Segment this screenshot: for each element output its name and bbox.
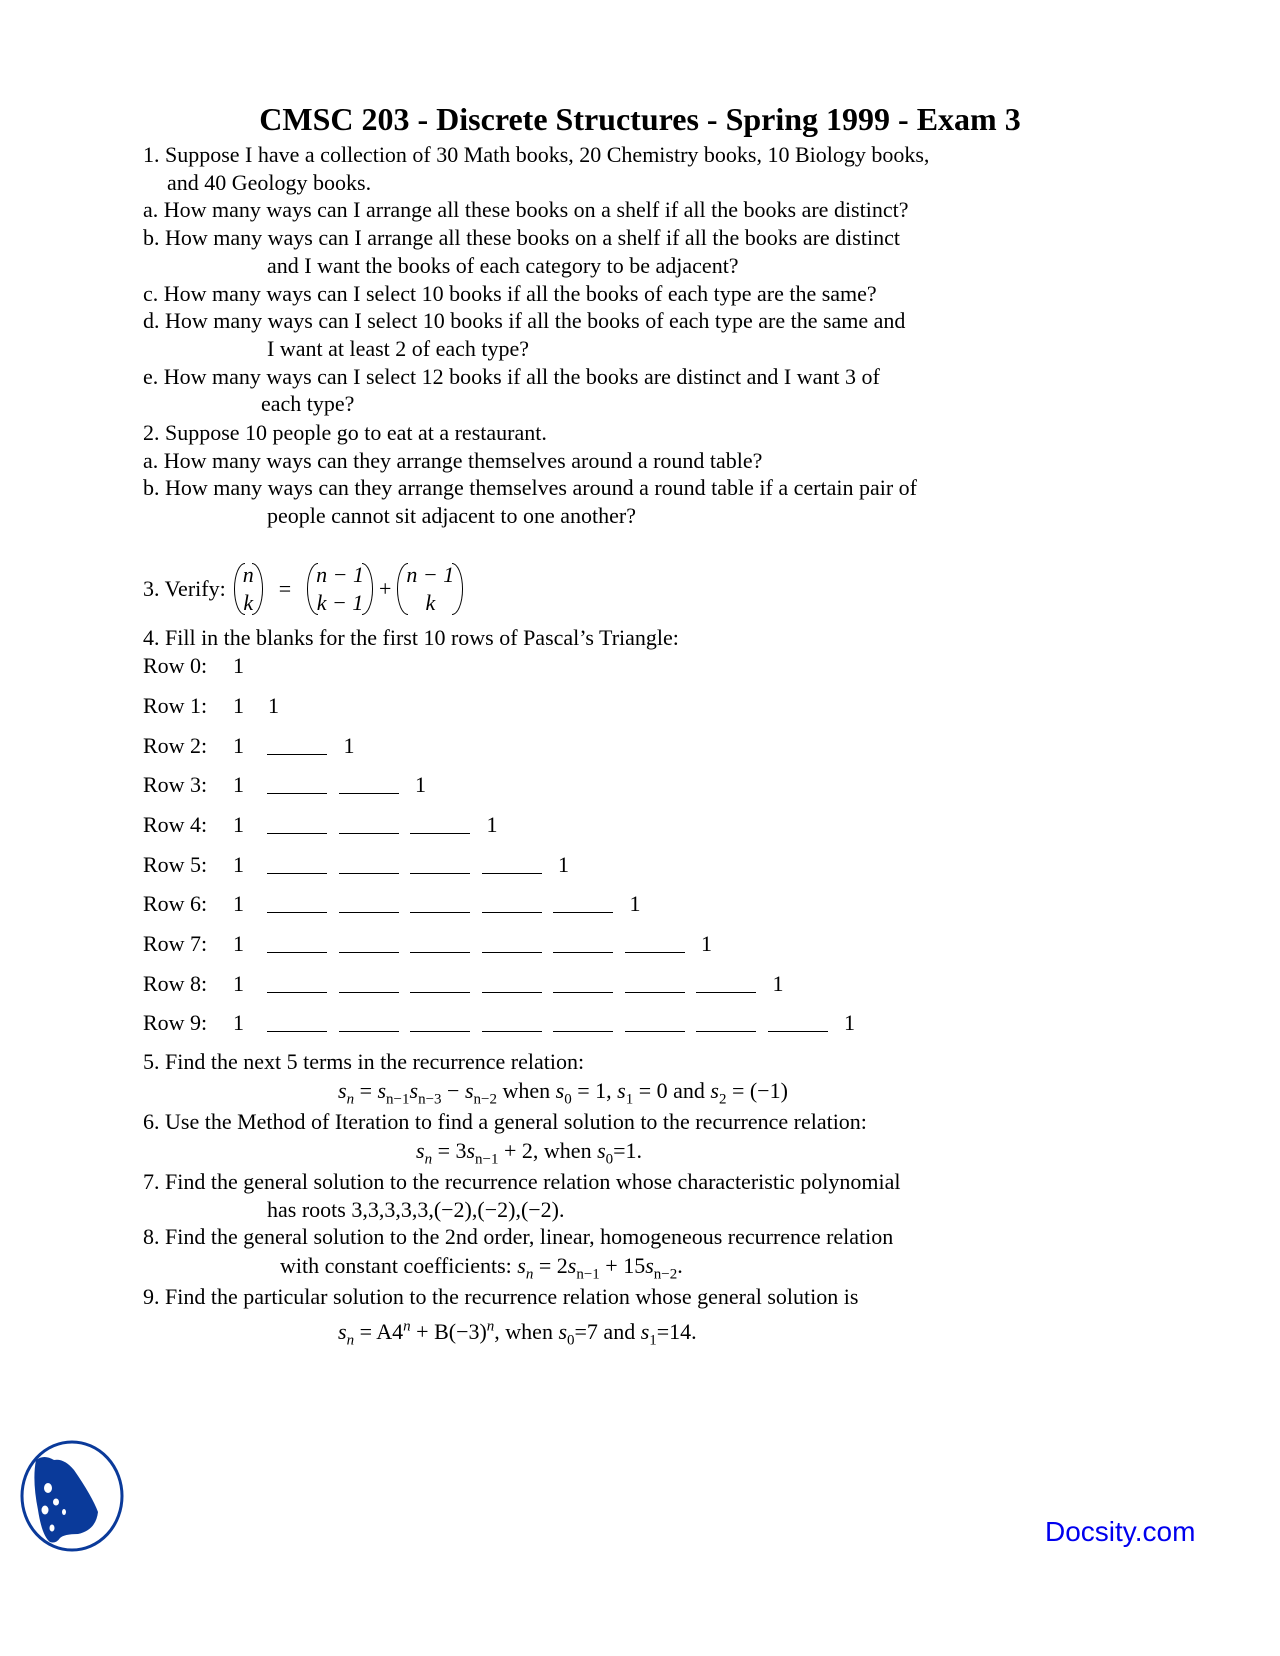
blank-field xyxy=(625,952,685,953)
q1-text-cont: and 40 Geology books. xyxy=(167,170,372,195)
row-label: Row 4: xyxy=(143,812,208,837)
blank-field xyxy=(482,1031,542,1032)
q9-formula xyxy=(338,1318,697,1349)
binom-top: n − 1 xyxy=(316,562,364,587)
blank-field xyxy=(339,793,399,794)
edge-value: 1 xyxy=(233,852,244,877)
subscript: 0 xyxy=(567,1332,575,1349)
subscript: n−2 xyxy=(473,1091,497,1108)
edge-value: 1 xyxy=(486,812,498,837)
formula-text: + 2, when xyxy=(498,1138,598,1163)
blank-field xyxy=(553,1031,613,1032)
subscript: n xyxy=(346,1091,355,1108)
variable: s xyxy=(640,1319,650,1344)
q8-text: 8. Find the general solution to the 2nd order, linear, homogeneous recurrence relation xyxy=(143,1224,894,1249)
q2b: b. How many ways can they arrange themselves around a round table if a certain pair of xyxy=(143,475,917,500)
pascal-row xyxy=(143,811,1043,839)
blank-field xyxy=(339,873,399,874)
pascal-row xyxy=(143,890,1043,918)
blank-field xyxy=(410,873,470,874)
blank-field xyxy=(410,992,470,993)
edge-value: 1 xyxy=(233,733,244,758)
binomial-term1 xyxy=(307,561,373,617)
blank-field xyxy=(553,992,613,993)
variable: s xyxy=(517,1253,526,1278)
row-label: Row 9: xyxy=(143,1010,208,1035)
row-label: Row 0: xyxy=(143,653,208,678)
edge-value: 1 xyxy=(701,931,712,956)
pascal-row xyxy=(143,692,1043,720)
edge-value: 1 xyxy=(343,733,355,758)
variable: s xyxy=(377,1078,387,1103)
subscript: 1 xyxy=(625,1091,634,1108)
q1b: b. How many ways can I arrange all these books on a shelf if all the books are distinct xyxy=(143,225,900,250)
blank-field xyxy=(267,952,327,953)
row-label: Row 8: xyxy=(143,971,208,996)
q5-formula xyxy=(338,1077,788,1108)
docsity-link[interactable]: Docsity.com xyxy=(1045,1516,1196,1547)
row-label: Row 3: xyxy=(143,772,208,797)
pascal-row xyxy=(143,771,1043,799)
variable: s xyxy=(466,1138,476,1163)
edge-value: 1 xyxy=(629,891,641,916)
subscript: n−1 xyxy=(576,1266,600,1283)
binom-bottom: k − 1 xyxy=(316,590,364,615)
blank-field xyxy=(482,952,542,953)
blank-field xyxy=(553,952,613,953)
pascal-row xyxy=(143,732,1043,760)
edge-value: 1 xyxy=(233,931,244,956)
edge-value: 1 xyxy=(558,852,569,877)
formula-text: =14. xyxy=(656,1319,697,1344)
variable: s xyxy=(555,1078,565,1103)
pascal-row xyxy=(143,652,1043,680)
subscript: n−3 xyxy=(418,1091,442,1108)
q1c: c. How many ways can I select 10 books if all the books of each type are the same? xyxy=(143,281,877,306)
formula-text: = 1, xyxy=(571,1078,618,1103)
blank-field xyxy=(410,952,470,953)
exam-title: CMSC 203 - Discrete Structures - Spring 1999 - Exam 3 xyxy=(259,101,1021,137)
blank-field xyxy=(339,952,399,953)
variable: s xyxy=(338,1078,347,1103)
q1d-cont: I want at least 2 of each type? xyxy=(267,336,530,361)
blank-field xyxy=(267,1031,327,1032)
formula-text: = 2 xyxy=(533,1253,568,1278)
blank-field xyxy=(267,912,327,913)
blank-field xyxy=(553,912,613,913)
edge-value: 1 xyxy=(233,1010,244,1035)
blank-field xyxy=(410,912,470,913)
edge-value: 1 xyxy=(233,653,244,678)
variable: s xyxy=(558,1319,568,1344)
q1e-cont: each type? xyxy=(261,391,355,416)
formula-text: , when xyxy=(494,1319,559,1344)
blank-field xyxy=(339,1031,399,1032)
q7-text: 7. Find the general solution to the recurrence relation whose characteristic polynomial xyxy=(143,1169,901,1194)
subscript: n−1 xyxy=(475,1151,499,1168)
blank-field xyxy=(696,1031,756,1032)
binom-bottom: k xyxy=(425,590,436,615)
q8-formula xyxy=(280,1252,683,1283)
row-label: Row 6: xyxy=(143,891,208,916)
blank-field xyxy=(267,754,327,755)
q1d: d. How many ways can I select 10 books if all the books of each type are the same and xyxy=(143,308,906,333)
edge-value: 1 xyxy=(268,693,279,718)
variable: s xyxy=(567,1253,577,1278)
edge-value: 1 xyxy=(844,1010,855,1035)
equals-sign: = xyxy=(278,576,292,601)
edge-value: 1 xyxy=(415,772,426,797)
blank-field xyxy=(410,833,470,834)
q6-text: 6. Use the Method of Iteration to find a general solution to the recurrence relation: xyxy=(143,1109,867,1134)
formula-text: = 0 and xyxy=(633,1078,711,1103)
subscript: n−2 xyxy=(653,1266,678,1283)
row-label: Row 2: xyxy=(143,733,208,758)
variable: s xyxy=(645,1253,654,1278)
edge-value: 1 xyxy=(233,812,244,837)
blank-field xyxy=(267,992,327,993)
q4-text: 4. Fill in the blanks for the first 10 rows of Pascal’s Triangle: xyxy=(143,625,679,650)
subscript: 0 xyxy=(605,1151,614,1168)
variable: s xyxy=(597,1138,606,1163)
blank-field xyxy=(267,873,327,874)
blank-field xyxy=(339,992,399,993)
subscript: n xyxy=(525,1266,534,1283)
blank-field xyxy=(696,992,756,993)
variable: s xyxy=(416,1138,425,1163)
binomial-lhs xyxy=(234,561,263,617)
formula-text: =1. xyxy=(613,1138,643,1163)
subscript: n xyxy=(424,1151,433,1168)
formula-text: + 15 xyxy=(599,1253,646,1278)
pascal-row xyxy=(143,970,1043,998)
blank-field xyxy=(482,873,542,874)
formula-text: = xyxy=(354,1078,378,1103)
formula-text: − xyxy=(441,1078,465,1103)
q1e: e. How many ways can I select 12 books if all the books are distinct and I want 3 of xyxy=(143,364,880,389)
blank-field xyxy=(267,833,327,834)
blank-field xyxy=(482,912,542,913)
q1a: a. How many ways can I arrange all these books on a shelf if all the books are distinct? xyxy=(143,197,909,222)
q2a: a. How many ways can they arrange themselves around a round table? xyxy=(143,448,763,473)
pascal-row xyxy=(143,1009,1043,1037)
blank-field xyxy=(625,992,685,993)
row-label: Row 7: xyxy=(143,931,208,956)
docsity-logo-icon xyxy=(20,1440,126,1557)
q7-roots: has roots 3,3,3,3,3,(−2),(−2),(−2). xyxy=(267,1197,565,1222)
edge-value: 1 xyxy=(772,971,784,996)
subscript: n−1 xyxy=(386,1091,410,1108)
blank-field xyxy=(625,1031,685,1032)
variable: s xyxy=(710,1078,719,1103)
q2b-cont: people cannot sit adjacent to one another? xyxy=(267,503,636,528)
formula-text: = 3 xyxy=(432,1138,467,1163)
pascal-row xyxy=(143,930,1043,958)
blank-field xyxy=(339,833,399,834)
formula-text: =7 and xyxy=(574,1319,641,1344)
row-label: Row 1: xyxy=(143,693,208,718)
edge-value: 1 xyxy=(233,693,244,718)
row-label: Row 5: xyxy=(143,852,208,877)
q1b-cont: and I want the books of each category to be adjacent? xyxy=(267,253,739,278)
q1-text: 1. Suppose I have a collection of 30 Math books, 20 Chemistry books, 10 Biology books, xyxy=(143,142,930,167)
blank-field xyxy=(482,992,542,993)
edge-value: 1 xyxy=(233,891,244,916)
blank-field xyxy=(410,1031,470,1032)
pascal-row xyxy=(143,851,1043,879)
binom-top: n − 1 xyxy=(406,562,455,587)
formula-text: + B(−3) xyxy=(410,1319,487,1344)
binomial-term2 xyxy=(397,561,463,617)
blank-field xyxy=(339,912,399,913)
q9-text: 9. Find the particular solution to the recurrence relation whose general solution is xyxy=(143,1284,859,1309)
blank-field xyxy=(768,1031,828,1032)
formula-text: = A4 xyxy=(354,1319,404,1344)
subscript: 1 xyxy=(649,1332,657,1349)
variable: s xyxy=(409,1078,419,1103)
subscript: n xyxy=(346,1332,355,1349)
formula-text: . xyxy=(677,1253,683,1278)
variable: s xyxy=(617,1078,626,1103)
q6-formula xyxy=(416,1137,643,1168)
variable: s xyxy=(338,1319,347,1344)
formula-text: = (−1) xyxy=(726,1078,788,1103)
edge-value: 1 xyxy=(233,772,244,797)
q3-verify xyxy=(143,560,465,618)
superscript: n xyxy=(403,1318,411,1335)
superscript: n xyxy=(486,1318,495,1335)
formula-text: with constant coefficients: xyxy=(280,1253,518,1278)
binom-bottom: k xyxy=(243,590,254,615)
q2-text: 2. Suppose 10 people go to eat at a restaurant. xyxy=(143,420,547,445)
plus-sign: + xyxy=(378,576,392,601)
q5-text: 5. Find the next 5 terms in the recurrence relation: xyxy=(143,1049,585,1074)
edge-value: 1 xyxy=(233,971,244,996)
blank-field xyxy=(267,793,327,794)
variable: s xyxy=(464,1078,474,1103)
q3-label: 3. Verify: xyxy=(143,576,226,601)
subscript: 2 xyxy=(718,1091,727,1108)
formula-text: when xyxy=(497,1078,556,1103)
subscript: 0 xyxy=(564,1091,572,1108)
binom-top: n xyxy=(242,562,254,587)
